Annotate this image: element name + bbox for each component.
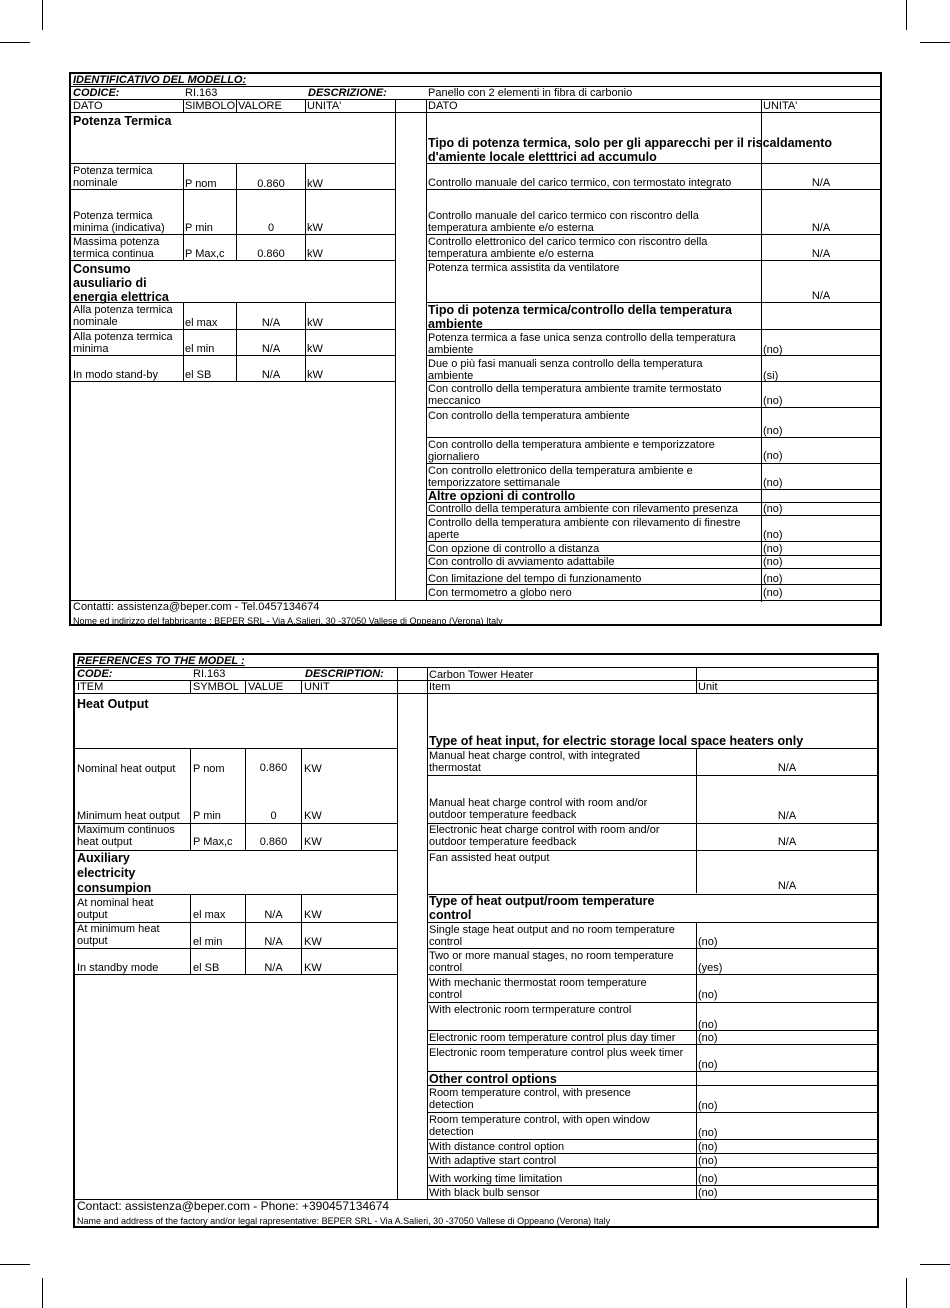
row-value: 0 <box>270 810 277 822</box>
row-value: (no) <box>698 1059 718 1071</box>
row-label: Con controllo della temperatura ambiente tramite termostato meccanico <box>428 383 722 407</box>
row-unit: KW <box>304 763 322 775</box>
row-symbol: P min <box>185 222 213 234</box>
row-label: Controllo della temperatura ambiente con rilevamento di finestre aperte <box>428 517 741 541</box>
crop-mark <box>0 1264 30 1265</box>
column-header: DATO <box>428 100 458 112</box>
row-value: (no) <box>763 395 783 407</box>
row-value: (yes) <box>698 962 723 974</box>
row-label: Maximum continuos heat output <box>77 824 175 848</box>
row-label: Manual heat charge control with room and/or outdoor temperature feedback <box>429 797 648 821</box>
row-label: Con opzione di controllo a distanza <box>428 543 600 555</box>
row-label: Alla potenza termica minima <box>73 331 173 355</box>
row-value: (no) <box>763 477 783 489</box>
row-value: N/A <box>811 290 831 302</box>
section-heading: Auxiliary electricity consumpion <box>77 851 152 895</box>
row-unit: kW <box>307 369 323 381</box>
row-value: N/A <box>264 962 283 974</box>
manufacturer-info: Nome ed indirizzo del fabbricante : BEPER SRL - Via A.Salieri, 30 -37050 Vallese di Oppeano (Verona) Italy <box>73 616 503 626</box>
row-value: 0.860 <box>257 178 285 190</box>
row-label: Con limitazione del tempo di funzionamento <box>428 573 642 585</box>
row-value: N/A <box>777 762 797 774</box>
row-symbol: P nom <box>185 178 217 190</box>
row-symbol: el max <box>193 909 226 921</box>
row-label: Fan assisted heat output <box>429 852 550 864</box>
row-label: In modo stand-by <box>73 369 158 381</box>
description-label: DESCRIPTION: <box>305 668 384 680</box>
row-unit: KW <box>304 836 322 848</box>
row-label: Minimum heat output <box>77 810 180 822</box>
model-title: IDENTIFICATIVO DEL MODELLO: <box>73 74 247 86</box>
row-symbol: P Max,c <box>193 836 233 848</box>
column-header: ITEM <box>77 681 104 693</box>
row-value: (no) <box>763 344 783 356</box>
row-label: Con controllo di avviamento adattabile <box>428 556 615 568</box>
row-label: Con termometro a globo nero <box>428 587 572 599</box>
row-unit: kW <box>307 317 323 329</box>
row-label: Due o più fasi manuali senza controllo della temperatura ambiente <box>428 358 703 382</box>
code-label: CODICE: <box>73 87 120 99</box>
row-symbol: el min <box>185 343 215 355</box>
row-label: With electronic room termperature control <box>429 1004 632 1016</box>
column-header: UNITA' <box>307 100 342 112</box>
row-label: With mechanic thermostat room temperature control <box>429 977 647 1001</box>
column-header: Item <box>429 681 451 693</box>
row-value: (no) <box>763 425 783 437</box>
row-value: (si) <box>763 370 779 382</box>
section-heading: Consumo ausuliario di energia elettrica <box>73 262 169 304</box>
row-value: N/A <box>264 909 283 921</box>
row-unit: KW <box>304 962 322 974</box>
row-label: Two or more manual stages, no room temperature control <box>429 950 674 974</box>
contact-info: Contatti: assistenza@beper.com - Tel.0457134674 <box>73 601 320 613</box>
column-header: SIMBOLO <box>185 100 236 112</box>
row-label: Potenza termica nominale <box>73 165 153 189</box>
crop-mark <box>920 42 950 43</box>
row-label: Room temperature control, with presence detection <box>429 1087 631 1111</box>
row-label: At nominal heat output <box>77 897 154 921</box>
row-label: Potenza termica a fase unica senza controllo della temperatura ambiente <box>428 332 736 356</box>
row-value: (no) <box>698 1141 718 1153</box>
column-header: SYMBOL <box>193 681 239 693</box>
row-value: (no) <box>698 1155 718 1167</box>
row-symbol: P Max,c <box>185 248 225 260</box>
row-label: Electronic room temperature control plus week timer <box>429 1047 684 1059</box>
row-value: (no) <box>698 1100 718 1112</box>
row-value: N/A <box>811 177 831 189</box>
row-value: N/A <box>811 222 831 234</box>
row-symbol: el min <box>193 936 223 948</box>
row-label: Con controllo della temperatura ambiente <box>428 410 630 422</box>
section-heading: Potenza Termica <box>73 114 172 128</box>
row-symbol: P min <box>193 810 221 822</box>
model-title: REFERENCES TO THE MODEL : <box>77 655 245 667</box>
section-heading: Type of heat output/room temperature control <box>429 894 655 922</box>
row-value: N/A <box>777 836 797 848</box>
row-label: Con controllo elettronico della temperatura ambiente e temporizzatore settimanale <box>428 465 693 489</box>
row-label: Potenza termica minima (indicativa) <box>73 210 165 234</box>
crop-mark <box>906 0 907 30</box>
section-heading: Other control options <box>429 1072 557 1086</box>
column-header: DATO <box>73 100 103 112</box>
crop-mark <box>906 1278 907 1308</box>
row-value: N/A <box>261 343 281 355</box>
column-header: VALUE <box>248 681 284 693</box>
row-label: Controllo della temperatura ambiente con rilevamento presenza <box>428 503 739 515</box>
section-heading: Tipo di potenza termica/controllo della temperatura ambiente <box>428 303 732 331</box>
row-value: (no) <box>698 989 718 1001</box>
italian-datasheet <box>69 72 882 626</box>
row-value: 0 <box>267 222 275 234</box>
row-value: N/A <box>264 936 283 948</box>
row-label: Potenza termica assistita da ventilatore <box>428 262 620 274</box>
row-value: (no) <box>698 1019 718 1031</box>
row-value: (no) <box>763 543 783 555</box>
row-value: N/A <box>777 810 797 822</box>
row-value: N/A <box>777 880 797 892</box>
row-label: Controllo manuale del carico termico con riscontro della temperatura ambiente e/o esterna <box>428 210 699 234</box>
row-value: (no) <box>698 1032 718 1044</box>
row-label: At minimum heat output <box>77 923 160 947</box>
row-symbol: P nom <box>193 763 225 775</box>
row-unit: kW <box>307 222 323 234</box>
row-value: 0.860 <box>257 248 285 260</box>
crop-mark <box>42 1278 43 1308</box>
row-value: (no) <box>763 556 783 568</box>
code-value: RI.163 <box>185 87 218 99</box>
column-header: UNITA' <box>763 100 798 112</box>
row-unit: KW <box>304 909 322 921</box>
column-header: UNIT <box>304 681 330 693</box>
row-label: Massima potenza termica continua <box>73 236 160 260</box>
row-value: N/A <box>261 317 281 329</box>
row-value: (no) <box>698 1173 718 1185</box>
contact-info: Contact: assistenza@beper.com - Phone: +390457134674 <box>77 1199 390 1213</box>
row-label: Electronic room temperature control plus day timer <box>429 1032 676 1044</box>
row-value: (no) <box>698 1187 718 1199</box>
row-value: (no) <box>763 587 783 599</box>
row-label: Nominal heat output <box>77 763 176 775</box>
row-label: Alla potenza termica nominale <box>73 304 173 328</box>
row-unit: KW <box>304 936 322 948</box>
crop-mark <box>42 0 43 30</box>
row-value: (no) <box>763 503 783 515</box>
section-heading: Tipo di potenza termica, solo per gli apparecchi per il riscaldamento d'amiente locale eletttrici ad accumulo <box>428 136 833 164</box>
row-value: (no) <box>698 1127 718 1139</box>
row-symbol: el max <box>185 317 218 329</box>
english-datasheet <box>73 653 879 1228</box>
row-symbol: el SB <box>185 369 212 381</box>
row-label: Controllo manuale del carico termico, con termostato integrato <box>428 177 732 189</box>
row-unit: kW <box>307 248 323 260</box>
row-label: In standby mode <box>77 962 159 974</box>
section-heading: Altre opzioni di controllo <box>428 489 576 503</box>
code-value: RI.163 <box>193 668 226 680</box>
row-symbol: el SB <box>193 962 220 974</box>
crop-mark <box>0 42 30 43</box>
row-value: (no) <box>698 936 718 948</box>
row-value: 0.860 <box>259 836 288 848</box>
row-value: N/A <box>261 369 281 381</box>
row-label: With distance control option <box>429 1141 565 1153</box>
row-unit: kW <box>307 178 323 190</box>
row-value: (no) <box>763 529 783 541</box>
section-heading: Heat Output <box>77 697 149 711</box>
row-unit: kW <box>307 343 323 355</box>
description-value: Carbon Tower Heater <box>429 669 534 681</box>
description-label: DESCRIZIONE: <box>308 87 387 99</box>
row-label: Manual heat charge control, with integrated thermostat <box>429 750 640 774</box>
row-value: (no) <box>763 573 783 585</box>
column-header: Unit <box>698 681 718 693</box>
row-unit: KW <box>304 810 322 822</box>
row-label: Electronic heat charge control with room and/or outdoor temperature feedback <box>429 824 660 848</box>
section-heading: Type of heat input, for electric storage local space heaters only <box>429 734 804 748</box>
row-label: Con controllo della temperatura ambiente e temporizzatore giornaliero <box>428 439 715 463</box>
row-label: With black bulb sensor <box>429 1187 540 1199</box>
code-label: CODE: <box>77 668 113 680</box>
row-label: With working time limitation <box>429 1173 563 1185</box>
manufacturer-info: Name and address of the factory and/or legal rapresentative: BEPER SRL - Via A.Salieri, 30 -37050 Vallese di Oppeano (Verona) Italy <box>77 1216 611 1226</box>
row-value: N/A <box>811 248 831 260</box>
row-label: Controllo elettronico del carico termico con riscontro della temperatura ambiente e/o esterna <box>428 236 708 260</box>
row-label: Room temperature control, with open window detection <box>429 1114 650 1138</box>
column-header: VALORE <box>238 100 282 112</box>
row-label: With adaptive start control <box>429 1155 557 1167</box>
row-label: Single stage heat output and no room temperature control <box>429 924 675 948</box>
row-value: 0.860 <box>259 762 288 774</box>
row-value: (no) <box>763 450 783 462</box>
crop-mark <box>920 1264 950 1265</box>
description-value: Panello con 2 elementi in fibra di carbonio <box>428 87 633 99</box>
